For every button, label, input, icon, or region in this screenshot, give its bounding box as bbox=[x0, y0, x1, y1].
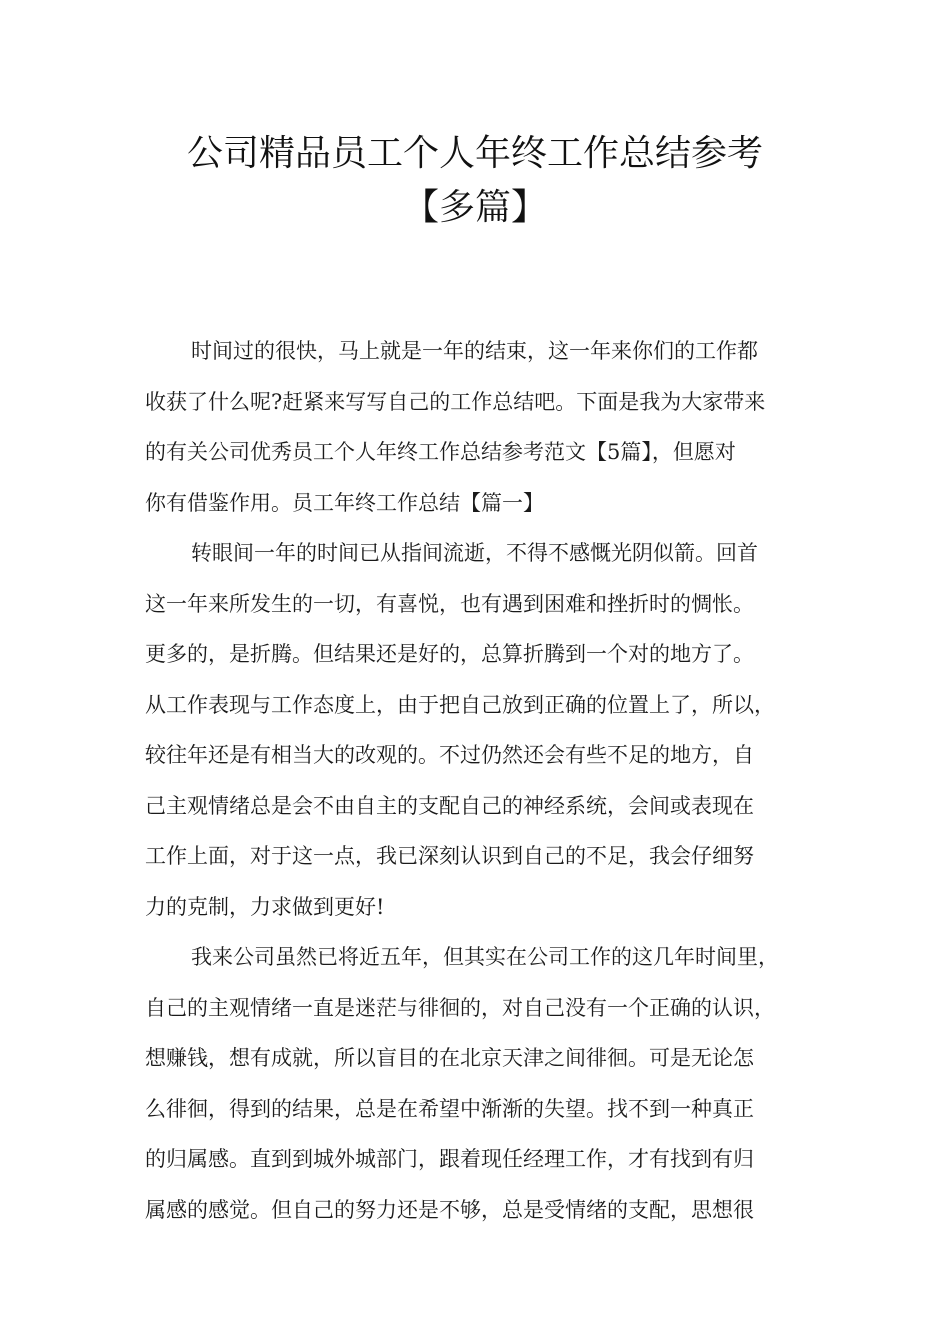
body-line: 自己的主观情绪一直是迷茫与徘徊的，对自己没有一个正确的认识， bbox=[145, 995, 775, 1020]
body-line: 你有借鉴作用。员工年终工作总结【篇一】 bbox=[145, 490, 544, 515]
body-line: 的归属感。直到到城外城部门，跟着现任经理工作，才有找到有归 bbox=[145, 1147, 754, 1171]
body-line: 这一年来所发生的一切，有喜悦，也有遇到困难和挫折时的惆怅。 bbox=[145, 591, 754, 616]
body-line: 己主观情绪总是会不由自主的支配自己的神经系统，会间或表现在 bbox=[145, 793, 754, 818]
body-line: 从工作表现与工作态度上，由于把自己放到正确的位置上了，所以， bbox=[145, 692, 775, 717]
document-title-line-2: 【多篇】 bbox=[402, 187, 547, 228]
body-line: 工作上面，对于这一点，我已深刻认识到自己的不足，我会仔细努 bbox=[145, 844, 754, 868]
body-line: 的有关公司优秀员工个人年终工作总结参考范文【5篇】，但愿对 bbox=[145, 440, 736, 464]
document-body bbox=[145, 326, 835, 1235]
body-line: 时间过的很快，马上就是一年的结束，这一年来你们的工作都 bbox=[191, 339, 758, 363]
body-line: 么徘徊，得到的结果，总是在希望中渐渐的失望。找不到一种真正 bbox=[145, 1096, 754, 1121]
body-line: 力的克制，力求做到更好! bbox=[145, 894, 385, 919]
document-title-line-1: 公司精品员工个人年终工作总结参考 bbox=[186, 133, 763, 174]
body-line: 属感的感觉。但自己的努力还是不够，总是受情绪的支配，思想很 bbox=[145, 1197, 754, 1222]
body-line: 收获了什么呢?赶紧来写写自己的工作总结吧。下面是我为大家带来 bbox=[145, 389, 766, 414]
body-line: 我来公司虽然已将近五年，但其实在公司工作的这几年时间里， bbox=[191, 945, 779, 969]
body-line: 更多的，是折腾。但结果还是好的，总算折腾到一个对的地方了。 bbox=[145, 642, 754, 666]
body-line: 较往年还是有相当大的改观的。不过仍然还会有些不足的地方，自 bbox=[145, 743, 754, 767]
body-line: 想赚钱，想有成就，所以盲目的在北京天津之间徘徊。可是无论怎 bbox=[145, 1046, 754, 1070]
body-line: 转眼间一年的时间已从指间流逝，不得不感慨光阴似箭。回首 bbox=[191, 541, 758, 565]
